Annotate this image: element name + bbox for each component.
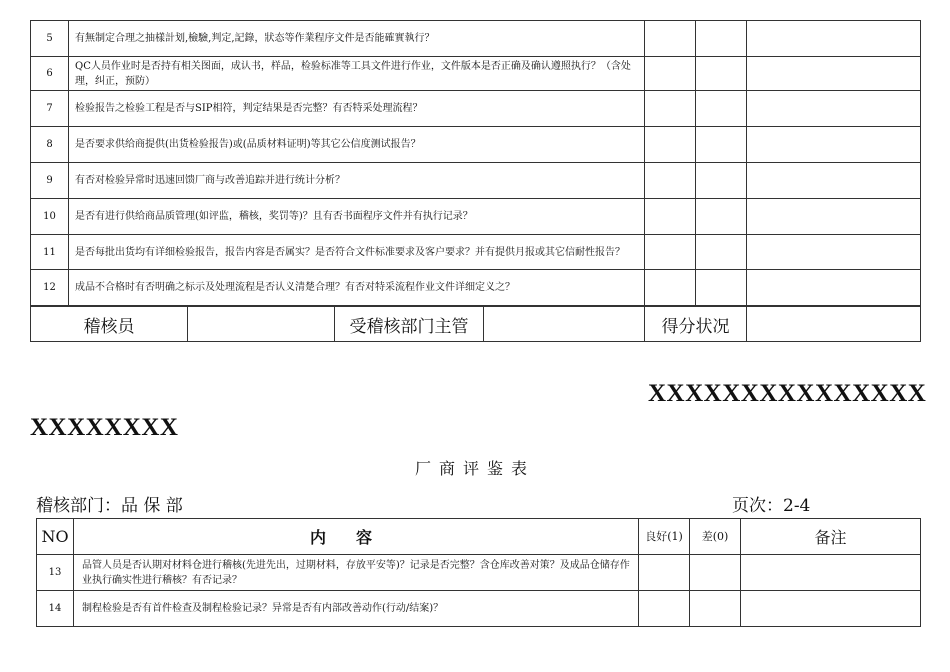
- remark-cell[interactable]: [747, 270, 921, 306]
- poor-cell[interactable]: [696, 270, 747, 306]
- header-no: NO: [37, 519, 74, 555]
- remark-cell[interactable]: [747, 127, 921, 163]
- audit-table-lower: [36, 518, 921, 627]
- row-number: 6: [31, 57, 69, 91]
- row-number: 14: [37, 591, 74, 627]
- audit-table-upper: [30, 20, 921, 306]
- good-cell[interactable]: [645, 235, 696, 270]
- table-row: [37, 591, 921, 627]
- row-number: 11: [31, 235, 69, 270]
- poor-cell[interactable]: [690, 555, 741, 591]
- dept-head-signature-field[interactable]: [484, 307, 645, 342]
- table-row: [31, 163, 921, 199]
- table-row: [31, 57, 921, 91]
- remark-cell[interactable]: [747, 199, 921, 235]
- poor-cell[interactable]: [696, 91, 747, 127]
- form-title: 厂商评鉴表: [414, 459, 535, 478]
- row-number: 9: [31, 163, 69, 199]
- row-number: 13: [37, 555, 74, 591]
- header-content: 内容: [74, 519, 639, 555]
- good-cell[interactable]: [645, 127, 696, 163]
- row-content: 制程检验是否有首件检查及制程检验记录？异常是否有内部改善动作(行动/结案)？: [74, 591, 639, 627]
- row-content: 是否每批出货均有详细检验报告，报告内容是否属实？是否符合文件标准要求及客户要求？并有提供月报或其它信耐性报告？: [69, 235, 645, 270]
- row-number: 12: [31, 270, 69, 306]
- remark-cell[interactable]: [741, 555, 921, 591]
- good-cell[interactable]: [645, 57, 696, 91]
- dept-head-label: 受稽核部门主管: [335, 307, 484, 342]
- remark-cell[interactable]: [747, 235, 921, 270]
- row-number: 8: [31, 127, 69, 163]
- audit-department: 稽核部门：品 保 部: [36, 496, 183, 516]
- remark-cell[interactable]: [747, 163, 921, 199]
- signature-row: [30, 306, 921, 342]
- auditor-label: 稽核员: [31, 307, 188, 342]
- header-row: [37, 519, 921, 555]
- row-content: 品管人员是否认期对材料仓进行稽核(先进先出，过期材料，存放平安等)？记录是否完整？含仓库改善对策？及成品仓储存作业执行确实性进行稽核？有否记录？: [74, 555, 639, 591]
- company-name-line1: XXXXXXXXXXXXXXX: [648, 380, 927, 407]
- header-remark: 备注: [741, 519, 921, 555]
- page-number: 页次：2-4: [732, 496, 811, 516]
- score-status-label: 得分状况: [645, 307, 747, 342]
- good-cell[interactable]: [645, 21, 696, 57]
- row-content: 检验报告之检验工程是否与SIP相符，判定结果是否完整？有否特采处理流程？: [69, 91, 645, 127]
- row-content: 是否有进行供给商品质管理(如评监，稽核，奖罚等)？且有否书面程序文件并有执行记录？: [69, 199, 645, 235]
- table-row: [31, 21, 921, 57]
- remark-cell[interactable]: [747, 91, 921, 127]
- good-cell[interactable]: [639, 591, 690, 627]
- poor-cell[interactable]: [696, 199, 747, 235]
- table-row: [31, 127, 921, 163]
- row-content: QC人员作业时是否持有相关图面，成认书，样品，检验标准等工具文件进行作业，文件版本是否正确及确认遵照执行？（含处理，纠正，预防）: [69, 57, 645, 91]
- table-row: [31, 91, 921, 127]
- row-content: 有否对检验异常时迅速回馈厂商与改善追踪并进行统计分析？: [69, 163, 645, 199]
- row-number: 7: [31, 91, 69, 127]
- header-good: 良好(1): [639, 519, 690, 555]
- table-row: [31, 270, 921, 306]
- good-cell[interactable]: [645, 91, 696, 127]
- remark-cell[interactable]: [741, 591, 921, 627]
- table-row: [37, 555, 921, 591]
- good-cell[interactable]: [639, 555, 690, 591]
- row-content: 成品不合格时有否明确之标示及处理流程是否认义清楚合理？有否对特采流程作业文件详细定义之？: [69, 270, 645, 306]
- good-cell[interactable]: [645, 199, 696, 235]
- auditor-signature-field[interactable]: [188, 307, 335, 342]
- good-cell[interactable]: [645, 270, 696, 306]
- poor-cell[interactable]: [696, 163, 747, 199]
- row-content: 是否要求供给商提供(出货检验报告)或(品质材料证明)等其它公信度测试报告？: [69, 127, 645, 163]
- company-name-line2: XXXXXXXX: [30, 414, 179, 441]
- row-number: 10: [31, 199, 69, 235]
- poor-cell[interactable]: [696, 21, 747, 57]
- remark-cell[interactable]: [747, 57, 921, 91]
- table-row: [31, 199, 921, 235]
- good-cell[interactable]: [645, 163, 696, 199]
- table-row: [31, 235, 921, 270]
- row-number: 5: [31, 21, 69, 57]
- poor-cell[interactable]: [696, 235, 747, 270]
- poor-cell[interactable]: [696, 127, 747, 163]
- remark-cell[interactable]: [747, 21, 921, 57]
- score-status-field[interactable]: [747, 307, 921, 342]
- row-content: 有無制定合理之抽樣計划,檢驗,判定,記錄，狀态等作業程序文件是否能確實執行？: [69, 21, 645, 57]
- header-poor: 差(0): [690, 519, 741, 555]
- poor-cell[interactable]: [696, 57, 747, 91]
- poor-cell[interactable]: [690, 591, 741, 627]
